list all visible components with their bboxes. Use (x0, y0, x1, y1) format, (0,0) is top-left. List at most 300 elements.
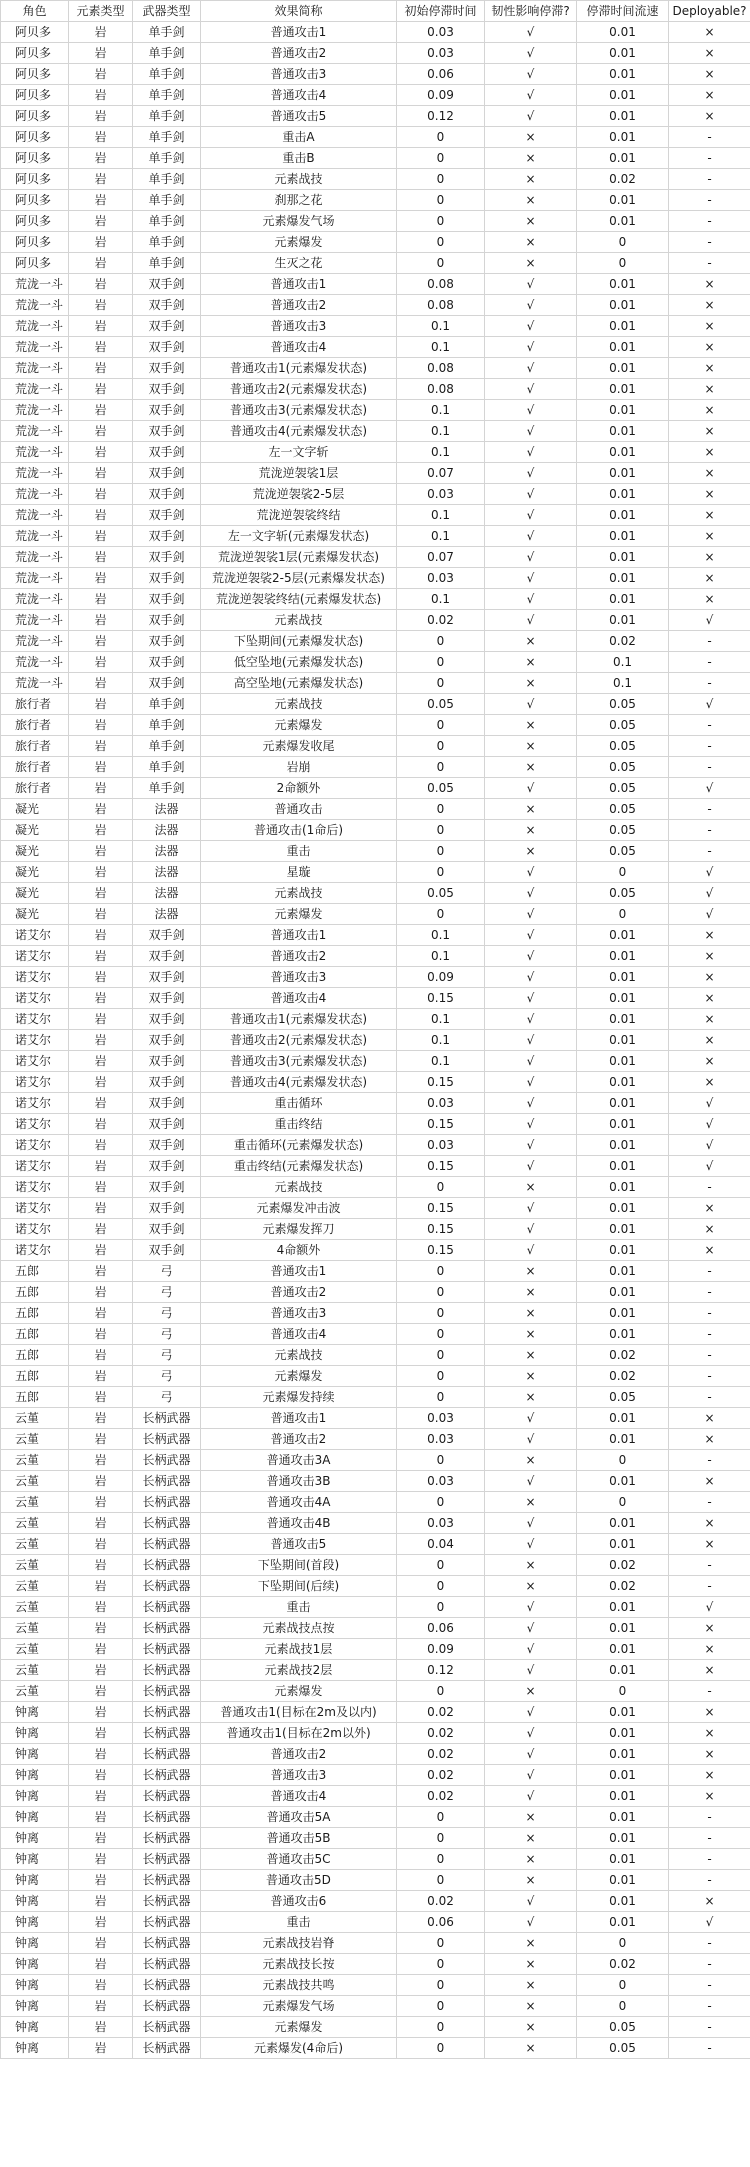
element-cell: 岩 (69, 442, 133, 463)
deployable-cell: × (669, 1765, 750, 1786)
deployable-cell: × (669, 1051, 750, 1072)
initial-hitlag-cell: 0.03 (397, 1471, 485, 1492)
hitlag-rate-cell: 0.01 (577, 1807, 669, 1828)
initial-hitlag-cell: 0.1 (397, 526, 485, 547)
deployable-cell: × (669, 442, 750, 463)
hitlag-rate-cell: 0.05 (577, 841, 669, 862)
character-cell: 荒泷一斗 (1, 547, 69, 568)
element-cell: 岩 (69, 1450, 133, 1471)
effect-cell: 元素爆发(4命后) (201, 2038, 397, 2059)
element-cell: 岩 (69, 1051, 133, 1072)
table-row (1, 274, 750, 295)
table-row (1, 1996, 750, 2017)
element-cell: 岩 (69, 379, 133, 400)
weapon-cell: 长柄武器 (133, 1954, 201, 1975)
hitlag-rate-cell: 0.01 (577, 1051, 669, 1072)
deployable-cell: - (669, 1324, 750, 1345)
effect-cell: 下坠期间(首段) (201, 1555, 397, 1576)
table-row (1, 211, 750, 232)
effect-cell: 普通攻击 (201, 799, 397, 820)
element-cell: 岩 (69, 1282, 133, 1303)
poise-affects-cell: √ (485, 1702, 577, 1723)
character-cell: 五郎 (1, 1345, 69, 1366)
character-cell: 诺艾尔 (1, 1177, 69, 1198)
deployable-cell: × (669, 106, 750, 127)
effect-cell: 重击B (201, 148, 397, 169)
weapon-cell: 双手剑 (133, 652, 201, 673)
table-row (1, 547, 750, 568)
hitlag-rate-cell: 0.01 (577, 1660, 669, 1681)
hitlag-rate-cell: 0.01 (577, 1198, 669, 1219)
weapon-cell: 单手剑 (133, 169, 201, 190)
character-cell: 凝光 (1, 841, 69, 862)
effect-cell: 重击 (201, 841, 397, 862)
initial-hitlag-cell: 0 (397, 211, 485, 232)
initial-hitlag-cell: 0 (397, 1387, 485, 1408)
poise-affects-cell: √ (485, 988, 577, 1009)
table-row (1, 1870, 750, 1891)
effect-cell: 元素战技点按 (201, 1618, 397, 1639)
initial-hitlag-cell: 0 (397, 736, 485, 757)
effect-cell: 普通攻击3 (201, 967, 397, 988)
weapon-cell: 双手剑 (133, 484, 201, 505)
deployable-cell: - (669, 673, 750, 694)
effect-cell: 重击终结(元素爆发状态) (201, 1156, 397, 1177)
initial-hitlag-cell: 0.03 (397, 1429, 485, 1450)
hitlag-rate-cell: 0.01 (577, 379, 669, 400)
weapon-cell: 双手剑 (133, 1177, 201, 1198)
poise-affects-cell: √ (485, 316, 577, 337)
table-row (1, 484, 750, 505)
initial-hitlag-cell: 0.02 (397, 610, 485, 631)
element-cell: 岩 (69, 127, 133, 148)
table-row (1, 1597, 750, 1618)
deployable-cell: √ (669, 1093, 750, 1114)
element-cell: 岩 (69, 904, 133, 925)
deployable-cell: × (669, 379, 750, 400)
deployable-cell: × (669, 1639, 750, 1660)
poise-affects-cell: √ (485, 526, 577, 547)
hitlag-rate-cell: 0.05 (577, 694, 669, 715)
character-cell: 钟离 (1, 1765, 69, 1786)
weapon-cell: 长柄武器 (133, 1450, 201, 1471)
table-row (1, 400, 750, 421)
deployable-cell: × (669, 589, 750, 610)
deployable-cell: √ (669, 1156, 750, 1177)
element-cell: 岩 (69, 1639, 133, 1660)
weapon-cell: 弓 (133, 1345, 201, 1366)
weapon-cell: 双手剑 (133, 421, 201, 442)
character-cell: 荒泷一斗 (1, 673, 69, 694)
element-cell: 岩 (69, 1954, 133, 1975)
character-cell: 五郎 (1, 1324, 69, 1345)
hitlag-rate-cell: 0.01 (577, 505, 669, 526)
element-cell: 岩 (69, 253, 133, 274)
poise-affects-cell: √ (485, 1030, 577, 1051)
deployable-cell: × (669, 1618, 750, 1639)
poise-affects-cell: √ (485, 1660, 577, 1681)
initial-hitlag-cell: 0.06 (397, 1912, 485, 1933)
hitlag-rate-cell: 0.01 (577, 358, 669, 379)
effect-cell: 高空坠地(元素爆发状态) (201, 673, 397, 694)
weapon-cell: 长柄武器 (133, 1870, 201, 1891)
table-row (1, 1240, 750, 1261)
effect-cell: 普通攻击1 (201, 274, 397, 295)
character-cell: 云堇 (1, 1450, 69, 1471)
poise-affects-cell: √ (485, 1072, 577, 1093)
poise-affects-cell: × (485, 127, 577, 148)
deployable-cell: - (669, 127, 750, 148)
table-row (1, 988, 750, 1009)
initial-hitlag-cell: 0 (397, 1177, 485, 1198)
deployable-cell: × (669, 1744, 750, 1765)
element-cell: 岩 (69, 1303, 133, 1324)
effect-cell: 普通攻击3(元素爆发状态) (201, 400, 397, 421)
weapon-cell: 双手剑 (133, 1156, 201, 1177)
effect-cell: 荒泷逆袈裟1层(元素爆发状态) (201, 547, 397, 568)
poise-affects-cell: × (485, 1933, 577, 1954)
deployable-cell: - (669, 1975, 750, 1996)
character-cell: 荒泷一斗 (1, 505, 69, 526)
weapon-cell: 弓 (133, 1366, 201, 1387)
character-cell: 凝光 (1, 862, 69, 883)
initial-hitlag-cell: 0.02 (397, 1891, 485, 1912)
weapon-cell: 长柄武器 (133, 1996, 201, 2017)
table-row (1, 1954, 750, 1975)
initial-hitlag-cell: 0.1 (397, 505, 485, 526)
weapon-cell: 双手剑 (133, 505, 201, 526)
element-cell: 岩 (69, 1534, 133, 1555)
deployable-cell: × (669, 1786, 750, 1807)
poise-affects-cell: × (485, 2038, 577, 2059)
deployable-cell: - (669, 1282, 750, 1303)
initial-hitlag-cell: 0 (397, 1597, 485, 1618)
element-cell: 岩 (69, 673, 133, 694)
effect-cell: 普通攻击3 (201, 64, 397, 85)
character-cell: 诺艾尔 (1, 988, 69, 1009)
deployable-cell: × (669, 505, 750, 526)
table-row (1, 1219, 750, 1240)
character-cell: 阿贝多 (1, 127, 69, 148)
initial-hitlag-cell: 0.07 (397, 547, 485, 568)
table-row (1, 1702, 750, 1723)
initial-hitlag-cell: 0.1 (397, 442, 485, 463)
hitlag-rate-cell: 0.1 (577, 652, 669, 673)
element-cell: 岩 (69, 1219, 133, 1240)
initial-hitlag-cell: 0 (397, 862, 485, 883)
hitlag-rate-cell: 0.01 (577, 1408, 669, 1429)
poise-affects-cell: √ (485, 442, 577, 463)
character-cell: 阿贝多 (1, 253, 69, 274)
character-cell: 荒泷一斗 (1, 484, 69, 505)
poise-affects-cell: × (485, 1870, 577, 1891)
hitlag-rate-cell: 0.01 (577, 526, 669, 547)
effect-cell: 普通攻击1 (201, 1261, 397, 1282)
weapon-cell: 长柄武器 (133, 1492, 201, 1513)
hitlag-rate-cell: 0.01 (577, 925, 669, 946)
element-cell: 岩 (69, 1870, 133, 1891)
hitlag-rate-cell: 0.01 (577, 337, 669, 358)
hitlag-rate-cell: 0 (577, 1933, 669, 1954)
deployable-cell: - (669, 820, 750, 841)
deployable-cell: × (669, 547, 750, 568)
poise-affects-cell: √ (485, 274, 577, 295)
deployable-cell: - (669, 1261, 750, 1282)
deployable-cell: - (669, 2017, 750, 2038)
effect-cell: 重击循环 (201, 1093, 397, 1114)
character-cell: 阿贝多 (1, 232, 69, 253)
initial-hitlag-cell: 0 (397, 1975, 485, 1996)
poise-affects-cell: √ (485, 463, 577, 484)
initial-hitlag-cell: 0.03 (397, 1408, 485, 1429)
character-cell: 诺艾尔 (1, 1072, 69, 1093)
table-row (1, 1093, 750, 1114)
deployable-cell: - (669, 652, 750, 673)
effect-cell: 普通攻击4(元素爆发状态) (201, 421, 397, 442)
hitlag-rate-cell: 0.01 (577, 1009, 669, 1030)
poise-affects-cell: × (485, 1345, 577, 1366)
weapon-cell: 双手剑 (133, 337, 201, 358)
table-row (1, 1555, 750, 1576)
poise-affects-cell: √ (485, 379, 577, 400)
element-cell: 岩 (69, 925, 133, 946)
initial-hitlag-cell: 0 (397, 715, 485, 736)
weapon-cell: 双手剑 (133, 358, 201, 379)
poise-affects-cell: √ (485, 1639, 577, 1660)
deployable-cell: - (669, 757, 750, 778)
hitlag-rate-cell: 0.01 (577, 1534, 669, 1555)
element-cell: 岩 (69, 1429, 133, 1450)
table-row (1, 1072, 750, 1093)
initial-hitlag-cell: 0 (397, 1681, 485, 1702)
character-cell: 阿贝多 (1, 148, 69, 169)
deployable-cell: × (669, 1702, 750, 1723)
element-cell: 岩 (69, 631, 133, 652)
character-cell: 荒泷一斗 (1, 358, 69, 379)
element-cell: 岩 (69, 757, 133, 778)
header-hitlag-rate: 停滞时间流速 (577, 1, 669, 22)
element-cell: 岩 (69, 946, 133, 967)
character-cell: 旅行者 (1, 694, 69, 715)
deployable-cell: × (669, 1429, 750, 1450)
hitlag-rate-cell: 0.01 (577, 1849, 669, 1870)
weapon-cell: 双手剑 (133, 610, 201, 631)
element-cell: 岩 (69, 1996, 133, 2017)
hitlag-rate-cell: 0.02 (577, 1555, 669, 1576)
table-row (1, 694, 750, 715)
initial-hitlag-cell: 0.15 (397, 1240, 485, 1261)
hitlag-rate-cell: 0.05 (577, 715, 669, 736)
table-row (1, 589, 750, 610)
poise-affects-cell: × (485, 1807, 577, 1828)
table-row (1, 652, 750, 673)
weapon-cell: 长柄武器 (133, 1933, 201, 1954)
deployable-cell: √ (669, 1597, 750, 1618)
initial-hitlag-cell: 0 (397, 1828, 485, 1849)
table-row (1, 1681, 750, 1702)
effect-cell: 普通攻击6 (201, 1891, 397, 1912)
weapon-cell: 双手剑 (133, 379, 201, 400)
initial-hitlag-cell: 0 (397, 841, 485, 862)
element-cell: 岩 (69, 715, 133, 736)
poise-affects-cell: √ (485, 1534, 577, 1555)
table-row (1, 1912, 750, 1933)
table-row (1, 1660, 750, 1681)
deployable-cell: - (669, 1576, 750, 1597)
effect-cell: 生灭之花 (201, 253, 397, 274)
element-cell: 岩 (69, 1387, 133, 1408)
poise-affects-cell: √ (485, 106, 577, 127)
element-cell: 岩 (69, 43, 133, 64)
table-row (1, 169, 750, 190)
deployable-cell: - (669, 148, 750, 169)
table-row (1, 1156, 750, 1177)
initial-hitlag-cell: 0.08 (397, 295, 485, 316)
weapon-cell: 双手剑 (133, 1093, 201, 1114)
character-cell: 钟离 (1, 1954, 69, 1975)
character-cell: 钟离 (1, 1975, 69, 1996)
poise-affects-cell: √ (485, 1093, 577, 1114)
character-cell: 五郎 (1, 1282, 69, 1303)
weapon-cell: 双手剑 (133, 988, 201, 1009)
deployable-cell: - (669, 190, 750, 211)
effect-cell: 元素爆发 (201, 715, 397, 736)
hitlag-rate-cell: 0.05 (577, 1387, 669, 1408)
deployable-cell: √ (669, 778, 750, 799)
initial-hitlag-cell: 0 (397, 673, 485, 694)
effect-cell: 普通攻击4A (201, 1492, 397, 1513)
poise-affects-cell: √ (485, 1114, 577, 1135)
effect-cell: 下坠期间(后续) (201, 1576, 397, 1597)
table-row (1, 1429, 750, 1450)
initial-hitlag-cell: 0.1 (397, 925, 485, 946)
deployable-cell: - (669, 1345, 750, 1366)
hitlag-rate-cell: 0.02 (577, 1345, 669, 1366)
element-cell: 岩 (69, 547, 133, 568)
table-row (1, 1324, 750, 1345)
deployable-cell: × (669, 274, 750, 295)
effect-cell: 荒泷逆袈裟2-5层(元素爆发状态) (201, 568, 397, 589)
character-cell: 云堇 (1, 1429, 69, 1450)
character-cell: 阿贝多 (1, 43, 69, 64)
deployable-cell: × (669, 316, 750, 337)
hitlag-rate-cell: 0.1 (577, 673, 669, 694)
poise-affects-cell: √ (485, 85, 577, 106)
hitlag-rate-cell: 0 (577, 253, 669, 274)
effect-cell: 元素战技2层 (201, 1660, 397, 1681)
element-cell: 岩 (69, 694, 133, 715)
initial-hitlag-cell: 0.09 (397, 85, 485, 106)
table-row (1, 946, 750, 967)
effect-cell: 普通攻击3 (201, 316, 397, 337)
character-cell: 诺艾尔 (1, 1030, 69, 1051)
initial-hitlag-cell: 0 (397, 1807, 485, 1828)
initial-hitlag-cell: 0 (397, 232, 485, 253)
element-cell: 岩 (69, 274, 133, 295)
character-cell: 五郎 (1, 1303, 69, 1324)
table-row (1, 442, 750, 463)
poise-affects-cell: × (485, 1261, 577, 1282)
weapon-cell: 长柄武器 (133, 1513, 201, 1534)
character-cell: 阿贝多 (1, 85, 69, 106)
header-character: 角色 (1, 1, 69, 22)
element-cell: 岩 (69, 1156, 133, 1177)
element-cell: 岩 (69, 1240, 133, 1261)
deployable-cell: × (669, 484, 750, 505)
weapon-cell: 单手剑 (133, 757, 201, 778)
hitlag-rate-cell: 0.01 (577, 946, 669, 967)
table-row (1, 1198, 750, 1219)
character-cell: 钟离 (1, 1702, 69, 1723)
effect-cell: 普通攻击3(元素爆发状态) (201, 1051, 397, 1072)
table-row (1, 253, 750, 274)
weapon-cell: 单手剑 (133, 778, 201, 799)
table-row (1, 841, 750, 862)
weapon-cell: 长柄武器 (133, 2038, 201, 2059)
character-cell: 阿贝多 (1, 169, 69, 190)
weapon-cell: 单手剑 (133, 106, 201, 127)
hitlag-rate-cell: 0.02 (577, 169, 669, 190)
element-cell: 岩 (69, 295, 133, 316)
table-row (1, 1786, 750, 1807)
deployable-cell: × (669, 1030, 750, 1051)
initial-hitlag-cell: 0 (397, 1303, 485, 1324)
weapon-cell: 双手剑 (133, 400, 201, 421)
deployable-cell: × (669, 421, 750, 442)
deployable-cell: - (669, 1303, 750, 1324)
weapon-cell: 长柄武器 (133, 1723, 201, 1744)
character-cell: 荒泷一斗 (1, 337, 69, 358)
character-cell: 钟离 (1, 1912, 69, 1933)
initial-hitlag-cell: 0.1 (397, 946, 485, 967)
poise-affects-cell: √ (485, 1009, 577, 1030)
hitlag-rate-cell: 0.05 (577, 778, 669, 799)
deployable-cell: - (669, 232, 750, 253)
table-row (1, 1849, 750, 1870)
effect-cell: 普通攻击5B (201, 1828, 397, 1849)
element-cell: 岩 (69, 1849, 133, 1870)
poise-affects-cell: × (485, 820, 577, 841)
table-row (1, 1387, 750, 1408)
hitlag-rate-cell: 0.01 (577, 1282, 669, 1303)
deployable-cell: × (669, 925, 750, 946)
initial-hitlag-cell: 0 (397, 169, 485, 190)
character-cell: 旅行者 (1, 778, 69, 799)
poise-affects-cell: × (485, 673, 577, 694)
deployable-cell: × (669, 1072, 750, 1093)
weapon-cell: 单手剑 (133, 715, 201, 736)
poise-affects-cell: × (485, 2017, 577, 2038)
deployable-cell: √ (669, 904, 750, 925)
header-poise-affects: 韧性影响停滞? (485, 1, 577, 22)
element-cell: 岩 (69, 1933, 133, 1954)
table-row (1, 463, 750, 484)
character-cell: 荒泷一斗 (1, 568, 69, 589)
table-row (1, 568, 750, 589)
effect-cell: 普通攻击1(目标在2m以外) (201, 1723, 397, 1744)
character-cell: 五郎 (1, 1366, 69, 1387)
deployable-cell: - (669, 799, 750, 820)
initial-hitlag-cell: 0.08 (397, 379, 485, 400)
initial-hitlag-cell: 0.02 (397, 1702, 485, 1723)
poise-affects-cell: × (485, 1954, 577, 1975)
poise-affects-cell: √ (485, 589, 577, 610)
character-cell: 云堇 (1, 1492, 69, 1513)
character-cell: 荒泷一斗 (1, 274, 69, 295)
initial-hitlag-cell: 0 (397, 1954, 485, 1975)
table-row (1, 673, 750, 694)
character-cell: 云堇 (1, 1576, 69, 1597)
